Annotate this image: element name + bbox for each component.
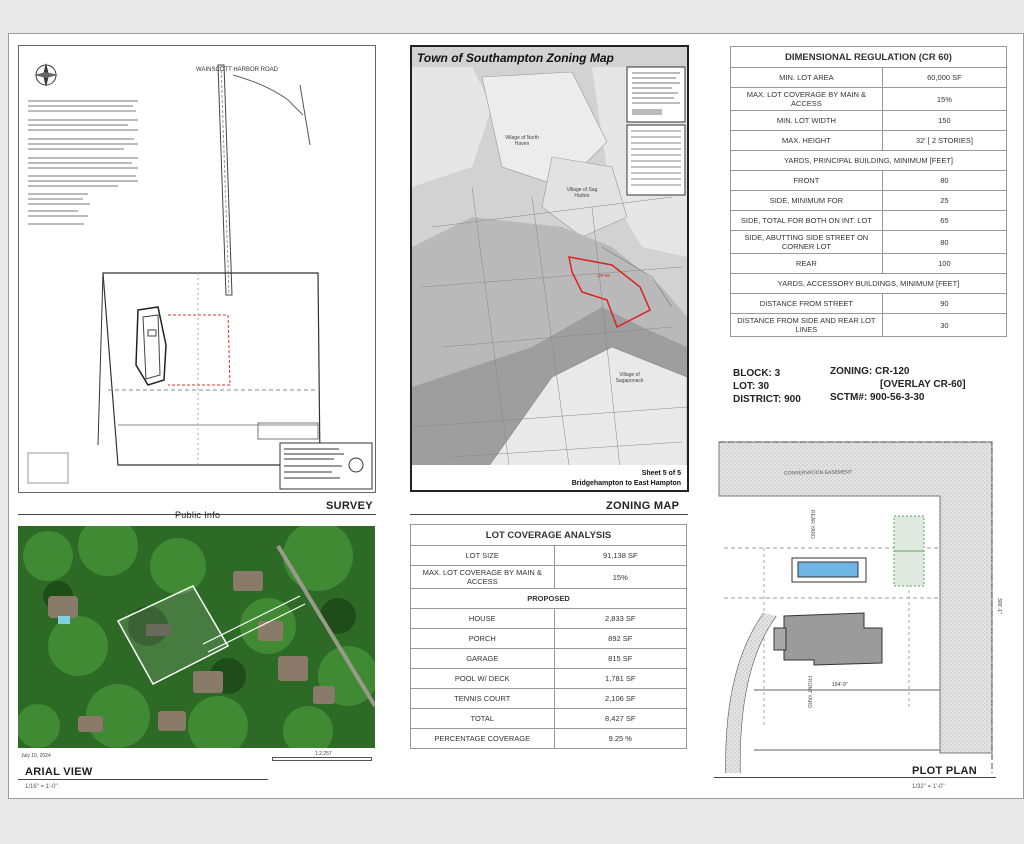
table-row: REAR 100: [731, 254, 1007, 274]
aerial-photo-svg: [18, 526, 375, 748]
zoning-underline: [410, 514, 688, 515]
conservation-label: CONSERVATION EASEMENT: [783, 469, 853, 477]
aerial-scale-ratio: 1:2,257: [315, 751, 332, 757]
aerial-photo: [18, 526, 375, 748]
table-row: SIDE, TOTAL FOR BOTH ON INT. LOT 65: [731, 211, 1007, 231]
table-row: MIN. LOT WIDTH 150: [731, 111, 1007, 131]
table-section: PROPOSED: [411, 589, 687, 609]
survey-caption: SURVEY: [326, 500, 373, 512]
aerial-underline: [18, 779, 268, 780]
table-row: MIN. LOT AREA 60,000 SF: [731, 68, 1007, 88]
table-row: DISTANCE FROM STREET 90: [731, 294, 1007, 314]
aerial-scale: 1/16" = 1'-0": [25, 784, 58, 790]
rear-yard-label: REAR YARD: [809, 510, 815, 539]
block-info: BLOCK: 3 LOT: 30 DISTRICT: 900: [733, 368, 801, 405]
table-row: MAX. LOT COVERAGE BY MAIN & ACCESS 15%: [731, 88, 1007, 111]
table-row: TOTAL 8,427 SF: [411, 709, 687, 729]
dimensional-title: DIMENSIONAL REGULATION (CR 60): [731, 47, 1007, 68]
side-dimension: 300'-1": [996, 598, 1002, 614]
plot-plan: [714, 428, 1018, 773]
table-row: LOT SIZE 91,138 SF: [411, 546, 687, 566]
table-row: POOL W/ DECK 1,781 SF: [411, 669, 687, 689]
aerial-date: July 10, 2024: [21, 753, 51, 759]
table-row: PORCH 892 SF: [411, 629, 687, 649]
table-row: HOUSE 2,833 SF: [411, 609, 687, 629]
parcel-label: CR-60: [597, 273, 611, 278]
zoning-info: ZONING: CR-120 [OVERLAY CR-60] SCTM#: 900-56-3-30: [830, 366, 966, 403]
aerial-scale-bar: [272, 757, 372, 761]
aerial-caption: ARIAL VIEW: [25, 766, 93, 778]
zoning-map: [410, 45, 689, 492]
table-row: FRONT 80: [731, 171, 1007, 191]
lot-coverage-table: [410, 524, 687, 749]
public-info-label: Public Info: [175, 510, 221, 520]
plot-caption: PLOT PLAN: [912, 765, 978, 777]
table-row: SIDE, MINIMUM FOR 25: [731, 191, 1007, 211]
zoning-caption: ZONING MAP: [606, 500, 680, 512]
zoning-map-title: Town of Southampton Zoning Map: [417, 51, 614, 65]
plot-scale: 1/32" = 1'-0": [912, 784, 945, 790]
zoning-map-svg: [412, 47, 687, 490]
road-label: WAINSCOTT HARBOR ROAD: [196, 67, 279, 73]
table-row: TENNIS COURT 2,106 SF: [411, 689, 687, 709]
table-section: YARDS, ACCESSORY BUILDINGS, MINIMUM [FEET]: [731, 274, 1007, 294]
zoning-sheet-label: Sheet 5 of 5: [641, 470, 681, 477]
table-row: SIDE, ABUTTING SIDE STREET ON CORNER LOT 80: [731, 231, 1007, 254]
survey-drawing: [18, 45, 376, 493]
lot-coverage-title: LOT COVERAGE ANALYSIS: [411, 525, 687, 546]
table-section: YARDS, PRINCIPAL BUILDING, MINIMUM [FEET]: [731, 151, 1007, 171]
table-row: MAX. LOT COVERAGE BY MAIN & ACCESS 15%: [411, 566, 687, 589]
village-sagaponack-label: Village of Sagaponack: [615, 372, 644, 384]
dimensional-regulation-table: [730, 46, 1007, 337]
village-north-haven-label: Village of North Haven: [504, 135, 540, 147]
lot-dimension: 154'-9": [832, 682, 848, 688]
plot-underline: [714, 777, 996, 778]
table-row: MAX. HEIGHT 32' [ 2 STORIES]: [731, 131, 1007, 151]
village-sag-harbor-label: Village of Sag Harbor: [566, 187, 598, 199]
table-row: DISTANCE FROM SIDE AND REAR LOT LINES 30: [731, 314, 1007, 337]
front-yard-label: FRONT YARD: [806, 676, 812, 708]
plot-plan-svg: [714, 428, 1018, 773]
table-row: PERCENTAGE COVERAGE 9.25 %: [411, 729, 687, 749]
table-row: GARAGE 815 SF: [411, 649, 687, 669]
zoning-subtitle: Bridgehampton to East Hampton: [571, 480, 681, 487]
survey-plan-svg: [18, 45, 376, 493]
